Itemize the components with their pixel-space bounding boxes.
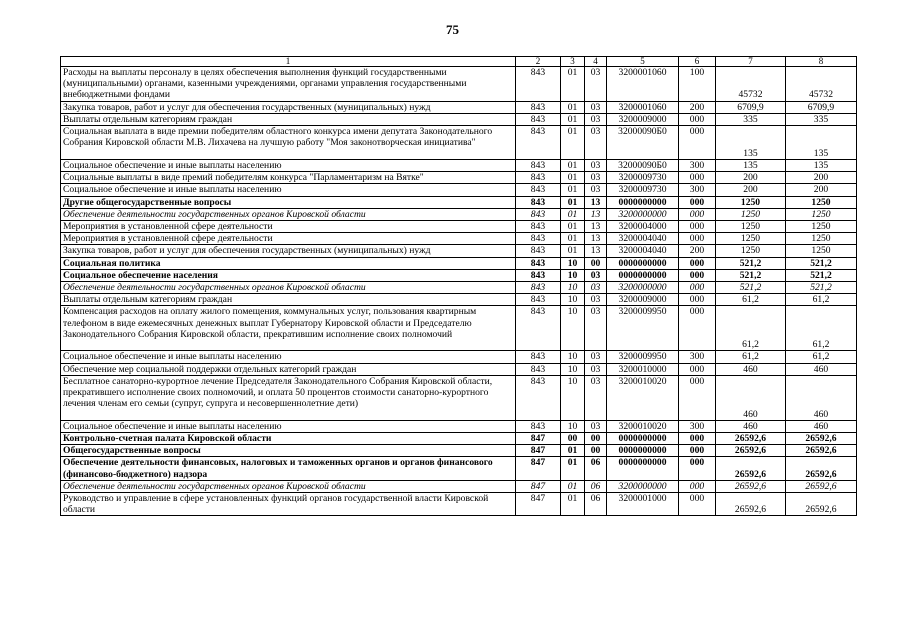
budget-table (60, 56, 857, 516)
header-cell: 8 (786, 57, 857, 67)
ministry-code: 847 (516, 433, 561, 445)
section-code: 01 (561, 445, 585, 457)
amount-column-8: 6709,9 (786, 101, 857, 113)
section-code: 01 (561, 493, 585, 516)
table-row (61, 208, 857, 220)
amount-column-7: 460 (716, 363, 786, 375)
subsection-code: 03 (585, 282, 607, 294)
ministry-code: 843 (516, 172, 561, 184)
target-article-code: 0000000000 (607, 433, 679, 445)
amount-column-8: 1250 (786, 221, 857, 233)
ministry-code: 843 (516, 420, 561, 432)
subsection-code: 13 (585, 196, 607, 208)
subsection-code: 00 (585, 445, 607, 457)
amount-column-8: 135 (786, 126, 857, 160)
ministry-code: 843 (516, 208, 561, 220)
amount-column-8: 521,2 (786, 269, 857, 281)
expense-type-code: 000 (679, 221, 716, 233)
subsection-code: 03 (585, 172, 607, 184)
table-row (61, 375, 857, 420)
header-cell: 7 (716, 57, 786, 67)
ministry-code: 843 (516, 363, 561, 375)
item-name: Компенсация расходов на оплату жилого помещения, коммунальных услуг, пользования квартирным телефоном в виде ежемесячных денежных выплат Губернатору Кировской области и Председателю Законодательного Собрания Кировской области, прекратившим исполнение своих полномочий (61, 306, 516, 351)
section-code: 01 (561, 126, 585, 160)
ministry-code: 843 (516, 184, 561, 196)
target-article-code: 3200004040 (607, 233, 679, 245)
amount-column-8: 460 (786, 375, 857, 420)
expense-type-code: 000 (679, 306, 716, 351)
item-name: Закупка товаров, работ и услуг для обеспечения государственных (муниципальных) нужд (61, 101, 516, 113)
section-code: 01 (561, 457, 585, 480)
table-row (61, 101, 857, 113)
amount-column-7: 521,2 (716, 282, 786, 294)
item-name: Обеспечение деятельности государственных органов Кировской области (61, 282, 516, 294)
item-name: Руководство и управление в сфере установленных функций органов государственной власти Кировской области (61, 493, 516, 516)
amount-column-7: 26592,6 (716, 433, 786, 445)
item-name: Социальное обеспечение населения (61, 269, 516, 281)
item-name: Социальное обеспечение и иные выплаты населению (61, 351, 516, 363)
header-cell: 4 (585, 57, 607, 67)
section-code: 01 (561, 67, 585, 102)
section-code: 10 (561, 282, 585, 294)
amount-column-7: 1250 (716, 245, 786, 257)
target-article-code: 0000000000 (607, 457, 679, 480)
header-cell: 3 (561, 57, 585, 67)
table-row (61, 445, 857, 457)
amount-column-8: 45732 (786, 67, 857, 102)
amount-column-8: 26592,6 (786, 433, 857, 445)
amount-column-8: 1250 (786, 245, 857, 257)
ministry-code: 847 (516, 493, 561, 516)
subsection-code: 06 (585, 480, 607, 492)
amount-column-7: 135 (716, 126, 786, 160)
target-article-code: 3200000000 (607, 208, 679, 220)
expense-type-code: 000 (679, 208, 716, 220)
target-article-code: 3200009000 (607, 113, 679, 125)
ministry-code: 843 (516, 160, 561, 172)
section-code: 01 (561, 113, 585, 125)
expense-type-code: 300 (679, 184, 716, 196)
amount-column-8: 61,2 (786, 306, 857, 351)
section-code: 10 (561, 375, 585, 420)
expense-type-code: 000 (679, 375, 716, 420)
amount-column-8: 1250 (786, 196, 857, 208)
item-name: Социальное обеспечение и иные выплаты населению (61, 184, 516, 196)
amount-column-8: 1250 (786, 233, 857, 245)
item-name: Общегосударственные вопросы (61, 445, 516, 457)
target-article-code: 3200009950 (607, 351, 679, 363)
subsection-code: 13 (585, 245, 607, 257)
item-name: Социальное обеспечение и иные выплаты населению (61, 420, 516, 432)
header-cell: 1 (61, 57, 516, 67)
item-name: Мероприятия в установленной сфере деятельности (61, 221, 516, 233)
subsection-code: 03 (585, 67, 607, 102)
section-code: 01 (561, 233, 585, 245)
section-code: 10 (561, 351, 585, 363)
table-row (61, 196, 857, 208)
amount-column-7: 61,2 (716, 306, 786, 351)
amount-column-7: 200 (716, 172, 786, 184)
amount-column-7: 61,2 (716, 351, 786, 363)
amount-column-7: 1250 (716, 233, 786, 245)
table-row (61, 113, 857, 125)
amount-column-7: 26592,6 (716, 457, 786, 480)
target-article-code: 0000000000 (607, 196, 679, 208)
section-code: 10 (561, 363, 585, 375)
ministry-code: 843 (516, 245, 561, 257)
amount-column-7: 1250 (716, 196, 786, 208)
target-article-code: 32000090Б0 (607, 160, 679, 172)
table-row (61, 420, 857, 432)
ministry-code: 843 (516, 375, 561, 420)
table-row (61, 257, 857, 269)
amount-column-8: 61,2 (786, 351, 857, 363)
ministry-code: 843 (516, 306, 561, 351)
section-code: 10 (561, 294, 585, 306)
subsection-code: 00 (585, 257, 607, 269)
table-row (61, 221, 857, 233)
ministry-code: 843 (516, 257, 561, 269)
item-name: Бесплатное санаторно-курортное лечение Председателя Законодательного Собрания Кировской области, прекратившего исполнение своих полномочий, и оплата 50 процентов стоимости санаторно-курортного лечения членам его семьи (супруг, супруга и несовершеннолетние дети) (61, 375, 516, 420)
amount-column-7: 1250 (716, 221, 786, 233)
subsection-code: 03 (585, 306, 607, 351)
ministry-code: 843 (516, 233, 561, 245)
table-row (61, 294, 857, 306)
amount-column-7: 200 (716, 184, 786, 196)
section-code: 10 (561, 257, 585, 269)
subsection-code: 03 (585, 363, 607, 375)
item-name: Расходы на выплаты персоналу в целях обеспечения выполнения функций государственными (муниципальными) органами, казенными учреждениями, органами управления государственными внебюджетными фондами (61, 67, 516, 102)
header-cell: 2 (516, 57, 561, 67)
section-code: 01 (561, 221, 585, 233)
table-row (61, 306, 857, 351)
table-row (61, 184, 857, 196)
subsection-code: 03 (585, 269, 607, 281)
ministry-code: 843 (516, 101, 561, 113)
item-name: Социальная политика (61, 257, 516, 269)
table-row (61, 282, 857, 294)
amount-column-8: 335 (786, 113, 857, 125)
amount-column-8: 1250 (786, 208, 857, 220)
target-article-code: 3200004000 (607, 221, 679, 233)
section-code: 01 (561, 172, 585, 184)
section-code: 01 (561, 160, 585, 172)
target-article-code: 3200001060 (607, 67, 679, 102)
header-cell: 6 (679, 57, 716, 67)
amount-column-7: 26592,6 (716, 445, 786, 457)
ministry-code: 843 (516, 67, 561, 102)
section-code: 10 (561, 420, 585, 432)
amount-column-8: 521,2 (786, 257, 857, 269)
section-code: 01 (561, 480, 585, 492)
expense-type-code: 000 (679, 445, 716, 457)
table-row (61, 433, 857, 445)
amount-column-7: 26592,6 (716, 480, 786, 492)
section-code: 00 (561, 433, 585, 445)
expense-type-code: 000 (679, 493, 716, 516)
subsection-code: 03 (585, 375, 607, 420)
expense-type-code: 000 (679, 282, 716, 294)
item-name: Социальные выплаты в виде премий победителям конкурса "Парламентаризм на Вятке" (61, 172, 516, 184)
table-row (61, 457, 857, 480)
amount-column-8: 26592,6 (786, 445, 857, 457)
subsection-code: 03 (585, 420, 607, 432)
amount-column-8: 135 (786, 160, 857, 172)
ministry-code: 847 (516, 480, 561, 492)
target-article-code: 3200009950 (607, 306, 679, 351)
amount-column-7: 26592,6 (716, 493, 786, 516)
subsection-code: 03 (585, 101, 607, 113)
subsection-code: 13 (585, 208, 607, 220)
subsection-code: 06 (585, 457, 607, 480)
amount-column-8: 200 (786, 172, 857, 184)
table-row (61, 480, 857, 492)
amount-column-7: 521,2 (716, 257, 786, 269)
amount-column-8: 26592,6 (786, 493, 857, 516)
section-code: 10 (561, 269, 585, 281)
expense-type-code: 000 (679, 196, 716, 208)
amount-column-7: 45732 (716, 67, 786, 102)
subsection-code: 03 (585, 126, 607, 160)
section-code: 01 (561, 101, 585, 113)
item-name: Выплаты отдельным категориям граждан (61, 294, 516, 306)
item-name: Социальная выплата в виде премии победителям областного конкурса имени депутата Законодательного Собрания Кировской области М.В. Лихачева на лучшую работу "Моя законотворческая инициатива" (61, 126, 516, 160)
item-name: Обеспечение деятельности финансовых, налоговых и таможенных органов и органов финансового (финансово-бюджетного) надзора (61, 457, 516, 480)
expense-type-code: 000 (679, 172, 716, 184)
expense-type-code: 000 (679, 113, 716, 125)
expense-type-code: 000 (679, 269, 716, 281)
ministry-code: 847 (516, 445, 561, 457)
subsection-code: 13 (585, 221, 607, 233)
table-row (61, 245, 857, 257)
expense-type-code: 100 (679, 67, 716, 102)
section-code: 01 (561, 245, 585, 257)
section-code: 01 (561, 208, 585, 220)
target-article-code: 3200010020 (607, 375, 679, 420)
ministry-code: 843 (516, 196, 561, 208)
table-row (61, 363, 857, 375)
expense-type-code: 000 (679, 126, 716, 160)
subsection-code: 03 (585, 113, 607, 125)
amount-column-8: 521,2 (786, 282, 857, 294)
expense-type-code: 300 (679, 351, 716, 363)
section-code: 01 (561, 184, 585, 196)
section-code: 01 (561, 196, 585, 208)
amount-column-7: 460 (716, 375, 786, 420)
item-name: Мероприятия в установленной сфере деятельности (61, 233, 516, 245)
target-article-code: 3200009730 (607, 172, 679, 184)
item-name: Другие общегосударственные вопросы (61, 196, 516, 208)
target-article-code: 3200009730 (607, 184, 679, 196)
table-row (61, 172, 857, 184)
target-article-code: 0000000000 (607, 269, 679, 281)
target-article-code: 3200009000 (607, 294, 679, 306)
amount-column-7: 335 (716, 113, 786, 125)
table-row (61, 233, 857, 245)
subsection-code: 03 (585, 160, 607, 172)
item-name: Социальное обеспечение и иные выплаты населению (61, 160, 516, 172)
table-row (61, 67, 857, 102)
subsection-code: 03 (585, 184, 607, 196)
amount-column-8: 61,2 (786, 294, 857, 306)
expense-type-code: 000 (679, 257, 716, 269)
amount-column-8: 26592,6 (786, 480, 857, 492)
table-row (61, 126, 857, 160)
table-row (61, 493, 857, 516)
section-code: 10 (561, 306, 585, 351)
subsection-code: 00 (585, 433, 607, 445)
target-article-code: 3200010000 (607, 363, 679, 375)
table-row (61, 351, 857, 363)
item-name: Обеспечение мер социальной поддержки отдельных категорий граждан (61, 363, 516, 375)
ministry-code: 847 (516, 457, 561, 480)
ministry-code: 843 (516, 126, 561, 160)
item-name: Обеспечение деятельности государственных органов Кировской области (61, 480, 516, 492)
expense-type-code: 000 (679, 433, 716, 445)
item-name: Выплаты отдельным категориям граждан (61, 113, 516, 125)
ministry-code: 843 (516, 113, 561, 125)
amount-column-7: 135 (716, 160, 786, 172)
expense-type-code: 200 (679, 245, 716, 257)
expense-type-code: 000 (679, 363, 716, 375)
header-row (61, 57, 857, 67)
ministry-code: 843 (516, 269, 561, 281)
subsection-code: 13 (585, 233, 607, 245)
item-name: Контрольно-счетная палата Кировской области (61, 433, 516, 445)
target-article-code: 3200004040 (607, 245, 679, 257)
subsection-code: 03 (585, 351, 607, 363)
target-article-code: 0000000000 (607, 445, 679, 457)
target-article-code: 3200000000 (607, 282, 679, 294)
amount-column-7: 6709,9 (716, 101, 786, 113)
subsection-code: 06 (585, 493, 607, 516)
target-article-code: 3200010020 (607, 420, 679, 432)
amount-column-8: 460 (786, 420, 857, 432)
expense-type-code: 300 (679, 420, 716, 432)
subsection-code: 03 (585, 294, 607, 306)
ministry-code: 843 (516, 221, 561, 233)
expense-type-code: 200 (679, 101, 716, 113)
amount-column-7: 61,2 (716, 294, 786, 306)
amount-column-7: 1250 (716, 208, 786, 220)
expense-type-code: 000 (679, 480, 716, 492)
amount-column-8: 200 (786, 184, 857, 196)
page-number: 75 (446, 22, 459, 37)
target-article-code: 3200001060 (607, 101, 679, 113)
item-name: Закупка товаров, работ и услуг для обеспечения государственных (муниципальных) нужд (61, 245, 516, 257)
ministry-code: 843 (516, 351, 561, 363)
target-article-code: 0000000000 (607, 257, 679, 269)
expense-type-code: 000 (679, 294, 716, 306)
ministry-code: 843 (516, 282, 561, 294)
amount-column-7: 521,2 (716, 269, 786, 281)
ministry-code: 843 (516, 294, 561, 306)
amount-column-8: 26592,6 (786, 457, 857, 480)
target-article-code: 32000090Б0 (607, 126, 679, 160)
amount-column-8: 460 (786, 363, 857, 375)
expense-type-code: 300 (679, 160, 716, 172)
expense-type-code: 000 (679, 457, 716, 480)
target-article-code: 3200001000 (607, 493, 679, 516)
item-name: Обеспечение деятельности государственных органов Кировской области (61, 208, 516, 220)
target-article-code: 3200000000 (607, 480, 679, 492)
header-cell: 5 (607, 57, 679, 67)
expense-type-code: 000 (679, 233, 716, 245)
table-row (61, 269, 857, 281)
table-row (61, 160, 857, 172)
amount-column-7: 460 (716, 420, 786, 432)
